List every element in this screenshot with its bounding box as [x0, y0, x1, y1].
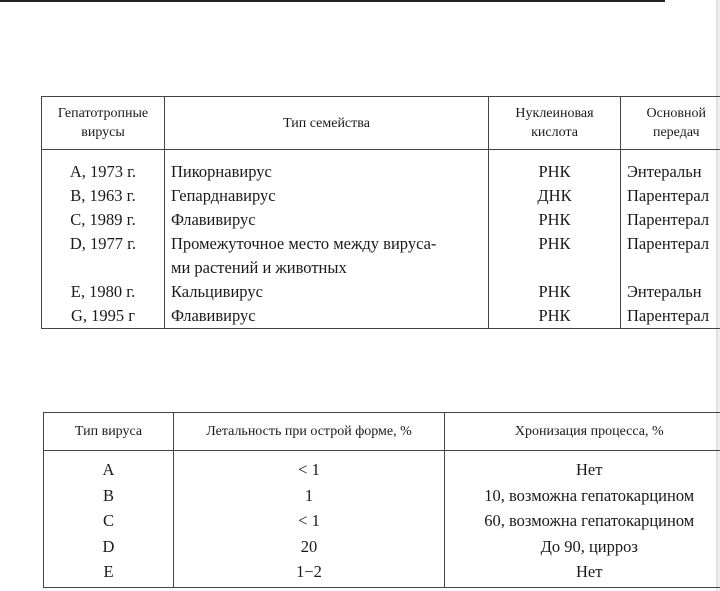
header-chronization: Хронизация процесса, %: [445, 413, 720, 451]
virus-lethality-table: [43, 412, 720, 588]
family-cell: Кальцивирус: [165, 280, 489, 304]
acid-cell: ДНК: [489, 184, 621, 208]
transmission-cell: Парентерал: [621, 304, 720, 329]
virus-type-cell: D: [102, 536, 115, 556]
hepatotropic-viruses-table: [41, 96, 720, 329]
header-lethality: Летальность при острой форме, %: [174, 413, 445, 451]
family-cell: Гепарднавирус: [165, 184, 489, 208]
acid-cell: РНК: [489, 208, 621, 232]
transmission-cell: Парентерал: [621, 232, 720, 280]
chronization-cell: Нет: [445, 559, 720, 587]
chronization-cell: 60, возможна гепатокарцином: [445, 508, 720, 534]
virus-type-cell: B: [102, 485, 114, 505]
table-row: [42, 208, 720, 232]
acid-cell: РНК: [489, 280, 621, 304]
chronization-cell: До 90, цирроз: [445, 534, 720, 560]
table-row: [42, 280, 720, 304]
table-header-row: [42, 97, 720, 150]
table-row: [42, 150, 720, 185]
header-nucleic-acid: Нуклеиновая кислота: [489, 97, 621, 150]
table-row: [44, 559, 720, 587]
virus-cell: D, 1977 г.: [69, 234, 137, 253]
header-viruses: Гепатотропные вирусы: [42, 97, 165, 150]
lethality-cell: 1: [174, 483, 445, 509]
virus-cell: A, 1973 г.: [69, 162, 137, 181]
transmission-cell: Парентерал: [621, 208, 720, 232]
acid-cell: РНК: [489, 232, 621, 280]
page-top-rule: [0, 0, 665, 2]
header-family-type: Тип семейства: [165, 97, 489, 150]
family-cell: Флавивирус: [165, 304, 489, 329]
family-cell: Пикорнавирус: [165, 150, 489, 185]
lethality-cell: 20: [174, 534, 445, 560]
table-row: [42, 304, 720, 329]
table-row: [44, 534, 720, 560]
virus-cell: G, 1995 г: [70, 306, 136, 325]
table-row: [42, 232, 720, 280]
header-virus-type: Тип вируса: [44, 413, 174, 451]
family-cell: Флавивирус: [165, 208, 489, 232]
virus-cell: C, 1989 г.: [70, 210, 136, 229]
transmission-cell: Парентерал: [621, 184, 720, 208]
table-row: [44, 451, 720, 483]
acid-cell: РНК: [489, 150, 621, 185]
transmission-cell: Энтеральн: [621, 150, 720, 185]
chronization-cell: 10, возможна гепатокарцином: [445, 483, 720, 509]
lethality-cell: < 1: [174, 508, 445, 534]
virus-type-cell: E: [103, 562, 114, 581]
family-cell: Промежуточное место между вируса- ми растений и животных: [165, 232, 489, 280]
transmission-cell: Энтеральн: [621, 280, 720, 304]
virus-cell: B, 1963 г.: [70, 186, 136, 205]
virus-type-cell: A: [102, 460, 115, 479]
virus-type-cell: C: [102, 511, 114, 530]
table-row: [42, 184, 720, 208]
chronization-cell: Нет: [445, 451, 720, 483]
table-header-row: [44, 413, 720, 451]
header-transmission: Основной передач: [621, 97, 720, 150]
acid-cell: РНК: [489, 304, 621, 329]
lethality-cell: 1−2: [174, 559, 445, 587]
table-row: [44, 483, 720, 509]
table-row: [44, 508, 720, 534]
lethality-cell: < 1: [174, 451, 445, 483]
virus-cell: E, 1980 г.: [70, 282, 136, 301]
